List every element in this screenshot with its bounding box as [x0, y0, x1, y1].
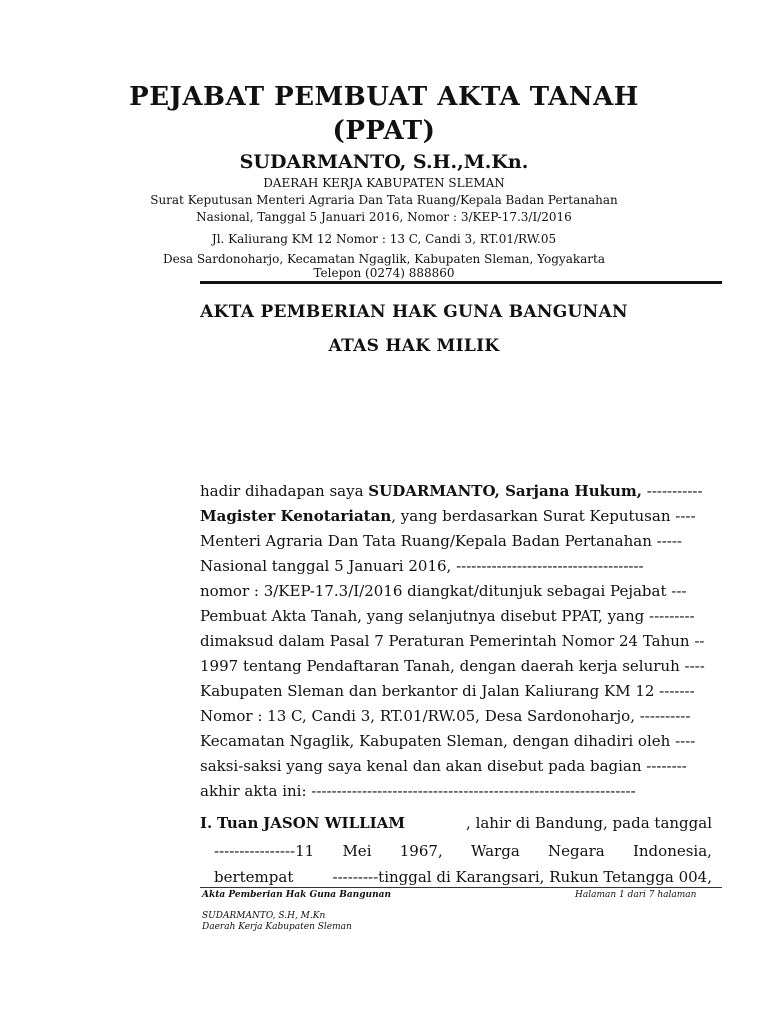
body-line-5: nomor : 3/KEP-17.3/I/2016 diangkat/ditunjuk sebagai Pejabat --- — [200, 582, 687, 600]
nationality-word-2: Negara — [548, 842, 605, 860]
party-title: Tuan — [217, 814, 259, 832]
body-line-4: Nasional tanggal 5 Januari 2016, ------------------------------------- — [200, 557, 644, 575]
party-line-2 — [214, 842, 712, 860]
body-line-2 — [200, 507, 712, 525]
notary-full-name: SUDARMANTO, Sarjana Hukum, — [368, 482, 642, 500]
phone: Telepon (0274) 888860 — [313, 266, 455, 280]
body-line-13: akhir akta ini: ---------------------------------------------------------------- — [200, 782, 636, 800]
work-area: DAERAH KERJA KABUPATEN SLEMAN — [263, 176, 505, 190]
body-line-7: dimaksud dalam Pasal 7 Peraturan Pemerintah Nomor 24 Tahun -- — [200, 632, 705, 650]
decree-line-2: Nasional, Tanggal 5 Januari 2016, Nomor : 3/KEP-17.3/I/2016 — [196, 210, 572, 224]
nationality-word-3: Indonesia, — [632, 842, 712, 860]
body-line-1 — [200, 482, 712, 500]
body-line-9: Kabupaten Sleman dan berkantor di Jalan Kaliurang KM 12 ------- — [200, 682, 695, 700]
party-name: JASON WILLIAM — [263, 814, 405, 832]
party-line-3 — [214, 868, 712, 886]
degree: Magister Kenotariatan — [200, 507, 392, 525]
body-text: hadir dihadapan saya — [200, 482, 369, 500]
birth-month: Mei — [342, 842, 372, 860]
body-dashes: ----------- — [642, 482, 703, 500]
letterhead-title-2: (PPAT) — [332, 116, 436, 146]
party-line-1 — [200, 814, 712, 832]
residence-label: bertempat — [214, 868, 294, 886]
footer-page-info: Halaman 1 dari 7 halaman — [575, 890, 697, 900]
body-line-8: 1997 tentang Pendaftaran Tanah, dengan daerah kerja seluruh ---- — [200, 657, 705, 675]
footer-deed-title: Akta Pemberian Hak Guna Bangunan — [202, 890, 391, 900]
address-line-2: Desa Sardonoharjo, Kecamatan Ngaglik, Kabupaten Sleman, Yogyakarta — [162, 252, 606, 266]
address-line-1: Jl. Kaliurang KM 12 Nomor : 13 C, Candi 3, RT.01/RW.05 — [211, 232, 557, 246]
body-line-11: Kecamatan Ngaglik, Kabupaten Sleman, dengan dihadiri oleh ---- — [200, 732, 696, 750]
body-line-10: Nomor : 13 C, Candi 3, RT.01/RW.05, Desa Sardonoharjo, ---------- — [200, 707, 691, 725]
nationality-word-1: Warga — [470, 842, 520, 860]
birth-year: 1967, — [399, 842, 443, 860]
notary-name: SUDARMANTO, S.H.,M.Kn. — [239, 151, 529, 173]
header-divider — [200, 281, 722, 284]
body-text: , yang berdasarkan Surat Keputusan ---- — [391, 507, 696, 525]
deed-title-2: ATAS HAK MILIK — [328, 336, 500, 356]
party-intro — [200, 814, 405, 832]
birth-day: ----------------11 — [214, 842, 315, 860]
deed-title-1: AKTA PEMBERIAN HAK GUNA BANGUNAN — [200, 302, 628, 322]
body-line-3: Menteri Agraria Dan Tata Ruang/Kepala Badan Pertanahan ----- — [200, 532, 682, 550]
residence-address: ---------tinggal di Karangsari, Rukun Tetangga 004, — [332, 868, 712, 886]
body-line-12: saksi-saksi yang saya kenal dan akan disebut pada bagian -------- — [200, 757, 687, 775]
footer-signer: SUDARMANTO, S.H, M.Kn — [202, 911, 326, 921]
decree-line-1: Surat Keputusan Menteri Agraria Dan Tata Ruang/Kepala Badan Pertanahan — [150, 193, 618, 207]
footer-signer-area: Daerah Kerja Kabupaten Sleman — [202, 922, 352, 932]
party-number: I. — [200, 814, 213, 832]
body-line-6: Pembuat Akta Tanah, yang selanjutnya disebut PPAT, yang --------- — [200, 607, 695, 625]
party-birth: , lahir di Bandung, pada tanggal — [466, 814, 712, 832]
footer-divider — [200, 887, 722, 888]
letterhead-title-1: PEJABAT PEMBUAT AKTA TANAH — [129, 82, 639, 112]
